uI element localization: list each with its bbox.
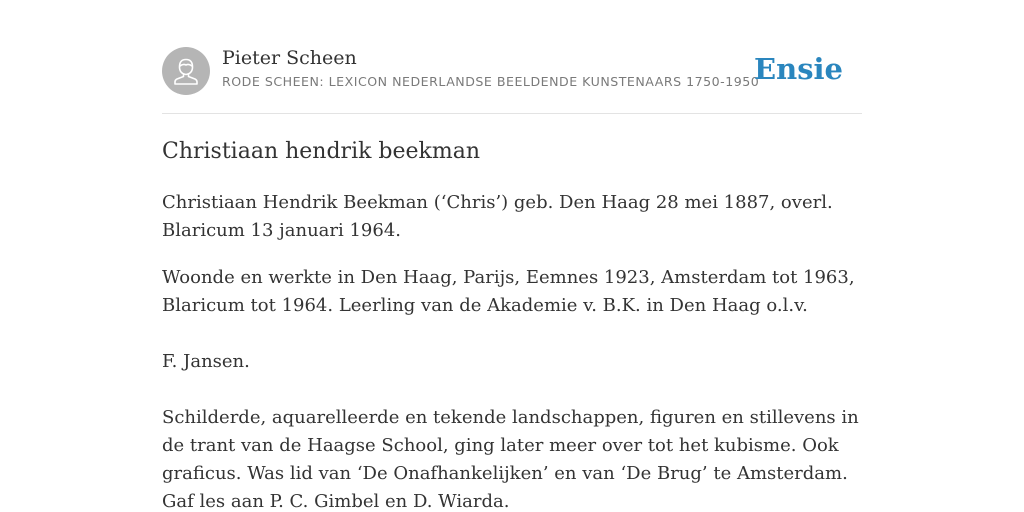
avatar[interactable] xyxy=(162,47,210,95)
author-name[interactable]: Pieter Scheen xyxy=(222,47,357,69)
source-title[interactable]: RODE SCHEEN: LEXICON NEDERLANDSE BEELDENDE KUNSTENAARS 1750-1950 xyxy=(222,74,760,89)
article-title: Christiaan hendrik beekman xyxy=(162,139,481,164)
article-paragraph-teacher: F. Jansen. xyxy=(162,351,250,372)
header-divider xyxy=(162,113,862,114)
ensie-logo[interactable]: Ensie xyxy=(754,52,843,86)
article xyxy=(162,136,867,512)
article-paragraph-residence: Woonde en werkte in Den Haag, Parijs, Eemnes 1923, Amsterdam tot 1963, Blaricum tot 1964. Leerling van de Akademie v. B.K. in Den Haag o.l.v. xyxy=(162,267,855,316)
user-icon xyxy=(162,47,210,95)
article-paragraph-birth: Christiaan Hendrik Beekman (‘Chris’) geb. Den Haag 28 mei 1887, overl. Blaricum 13 januari 1964. xyxy=(162,192,833,241)
article-paragraph-work: Schilderde, aquarelleerde en tekende landschappen, figuren en stillevens in de trant van de Haagse School, ging later meer over tot het kubisme. Ook graficus. Was lid van ‘De Onafhankelijken’ en van ‘De Brug’ te Amsterdam. Gaf les aan P. C. Gimbel en D. Wiarda. xyxy=(162,407,859,512)
header xyxy=(162,46,862,96)
